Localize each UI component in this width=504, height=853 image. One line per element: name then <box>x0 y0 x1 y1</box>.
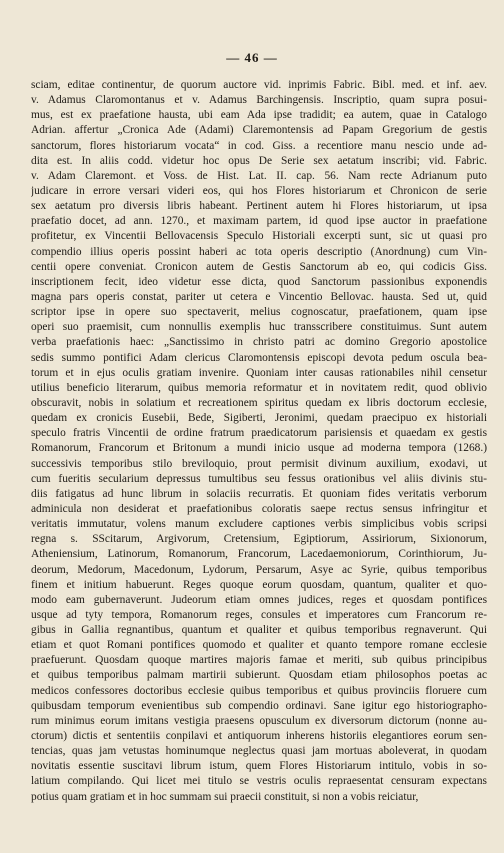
text-line: ctorum) dictis et sententiis conpilavi et antiquorum inherens historiis elegantiores eorum sen- <box>31 730 487 743</box>
text-line: medicos confessores doctoribus ecclesie quibus temporibus et quibus provinciis floruere cum <box>31 684 487 697</box>
text-line: gibus in Gallia regnantibus, quantum et qualiter et quibus temporibus regnaverunt. Qui <box>31 624 487 637</box>
text-line: quedam ex cronicis Eusebii, Bede, Sigiberti, Jeronimi, quedam praecipuo ex historiali <box>31 412 487 425</box>
text-line: centii opere conveniat. Cronicon autem de Gestis Sanctorum ab eo, qui codicis Giss. <box>31 260 487 273</box>
page-number: — 46 — <box>226 50 278 65</box>
text-line: regna s. SScitarum, Argivorum, Cretensium, Egiptiorum, Assiriorum, Sixionorum, <box>31 533 487 546</box>
body-text <box>31 78 487 805</box>
text-line: torum et in ejus oculis gratiam invenire. Quoniam inter causas rationabiles nihil censetur <box>31 366 487 379</box>
text-line: et quibus temporibus palmam martirii subierunt. Quosdam etiam philosophos poetas ac <box>31 669 487 682</box>
text-line: sex aetatum pro diversis libris habeant. Pertinent autem hi Flores historiarum, ut ipsa <box>31 200 487 213</box>
text-line: latium compilando. Qui licet mei titulo se vestris oculis repraesentat censuram expectans <box>31 775 487 788</box>
text-line: veritatis immutatur, volens manum excludere captiones verbis simplicibus vobis scripsi <box>31 518 487 531</box>
text-line: Adrian. affertur „Cronica Ade (Adami) Claremontensis ad Papam Gregorium de gestis <box>31 124 487 137</box>
text-line: judicare in errore versari videri eos, qui hos Flores historiarum et Chronicon de serie <box>31 184 487 197</box>
text-line: sanctorum, flores historiarum vocata“ in cod. Giss. a recentiore manu nescio unde ad- <box>31 139 487 152</box>
text-line: v. Adamus Claromontanus et v. Adamus Barchingensis. Inscriptio, quam supra posui- <box>31 94 487 107</box>
text-line: dita est. In aliis codd. videtur hoc opus De Serie sex aetatum inscribi; vid. Fabric. <box>31 154 487 167</box>
text-line: finem et initium habuerunt. Reges quoque eorum quosdam, quantum, qualiter et quo- <box>31 578 487 591</box>
text-line: successivis temporibus stilo breviloquio, prout permisit divinum auxilium, exodavi, ut <box>31 457 487 470</box>
text-line: diis fatigatus ad hunc librum in solaciis recurratis. Et quoniam fides veritatis verborum <box>31 487 487 500</box>
text-line: operi suo praemisit, cum nonnullis exemplis huc transscribere constituimus. Sunt autem <box>31 321 487 334</box>
text-line: tencias, quas jam vetustas hominumque neglectus quasi jam mortuas aboleverat, in quodam <box>31 745 487 758</box>
text-line: modo eam gubernaverunt. Judeorum etiam omnes judices, reges et quosdam pontifices <box>31 593 487 606</box>
text-line: novitatis essentie suscitavi librum istum, quem Flores Historiarum intitulo, vobis in so- <box>31 760 487 773</box>
text-line: deorum, Medorum, Macedonum, Lydorum, Persarum, Asye ac Syrie, quibus temporibus <box>31 563 487 576</box>
text-line: verba praefationis haec: „Sanctissimo in christo patri ac domino Gregorio apostolice <box>31 336 487 349</box>
text-line: cum fueritis secularium depressus tumultibus seu fessus orationibus vel aliis divinis stu- <box>31 472 487 485</box>
text-line: compendio illius operis possint haberi ac tota operis descriptio (Anordnung) cum Vin- <box>31 245 487 258</box>
text-line: adminicula non desiderat et praefationibus coloratis saepe rectus sensus infringitur et <box>31 502 487 515</box>
text-line: obscuravit, nobis in solatium et recreationem spiritus quedam ex libris doctorum ecclesie, <box>31 396 487 409</box>
text-line: sedis summo pontifici Adam clericus Claromontensis episcopi devota pedum oscula bea- <box>31 351 487 364</box>
text-line: v. Adam Claremont. et Voss. de Hist. Lat. II. cap. 56. Nam recte Adrianum puto <box>31 169 487 182</box>
text-line: rum minimus eorum imitans vestigia praesens opusculum ex diversorum dictorum (nonne au- <box>31 714 487 727</box>
text-line: Romanorum, Francorum et Britonum a mundi inicio usque ad moderna tempora (1268.) <box>31 442 487 455</box>
text-line: magna pars operis constat, pariter ut cetera e Vincentio Bellovac. hausta. Sed ut, quid <box>31 290 487 303</box>
text-line: speculo fratris Vincentii de ordine fratrum praedicatorum parisiensis et quaedam ex gestis <box>31 427 487 440</box>
text-line: profitetur, ex Vincentii Bellovacensis Speculo Historiali excerpti sunt, sic ut quasi pro <box>31 230 487 243</box>
text-line: mus, est ex praefatione hausta, ubi eam Ada ipse tradidit; ea autem, quae in Catalogo <box>31 109 487 122</box>
text-line: inscriptionem fecit, ideo videtur esse dicta, quod Sanctorum passionibus exponendis <box>31 275 487 288</box>
text-line: praefatio docet, ad ann. 1270., et maximam partem, id quod ipse auctor in praefatione <box>31 215 487 228</box>
text-line: usque ad tyty tempora, Romanorum reges, consules et imperatores cum Francorum re- <box>31 608 487 621</box>
text-line: praefuerunt. Quosdam quoque martires majoris famae et meriti, sub quibus principibus <box>31 654 487 667</box>
text-line: potius quam gratiam et in hoc summam sui praecii constituit, si non a vobis reiciatur, <box>31 790 419 803</box>
text-line: sciam, editae continentur, de quorum auctore vid. inprimis Fabric. Bibl. med. et inf. aev. <box>31 79 487 91</box>
text-line: etiam et quot Romani pontifices quomodo et qualiter et quanto tempore romane ecclesie <box>31 639 487 652</box>
text-line: Atheniensium, Latinorum, Romanorum, Francorum, Lacedaemoniorum, Corinthiorum, Ju- <box>31 548 487 561</box>
text-line: scriptor ipse in opere suo spectaverit, melius cognoscatur, praefationem, quam ipse <box>31 306 487 319</box>
text-line: utilius beneficio literarum, quibus memoria reformatur et in novitatem redit, quod oblivio <box>31 381 487 394</box>
text-line: quibusdam temporum evenientibus sub compendio ordinavi. Sane igitur ego historiographo- <box>31 699 487 712</box>
